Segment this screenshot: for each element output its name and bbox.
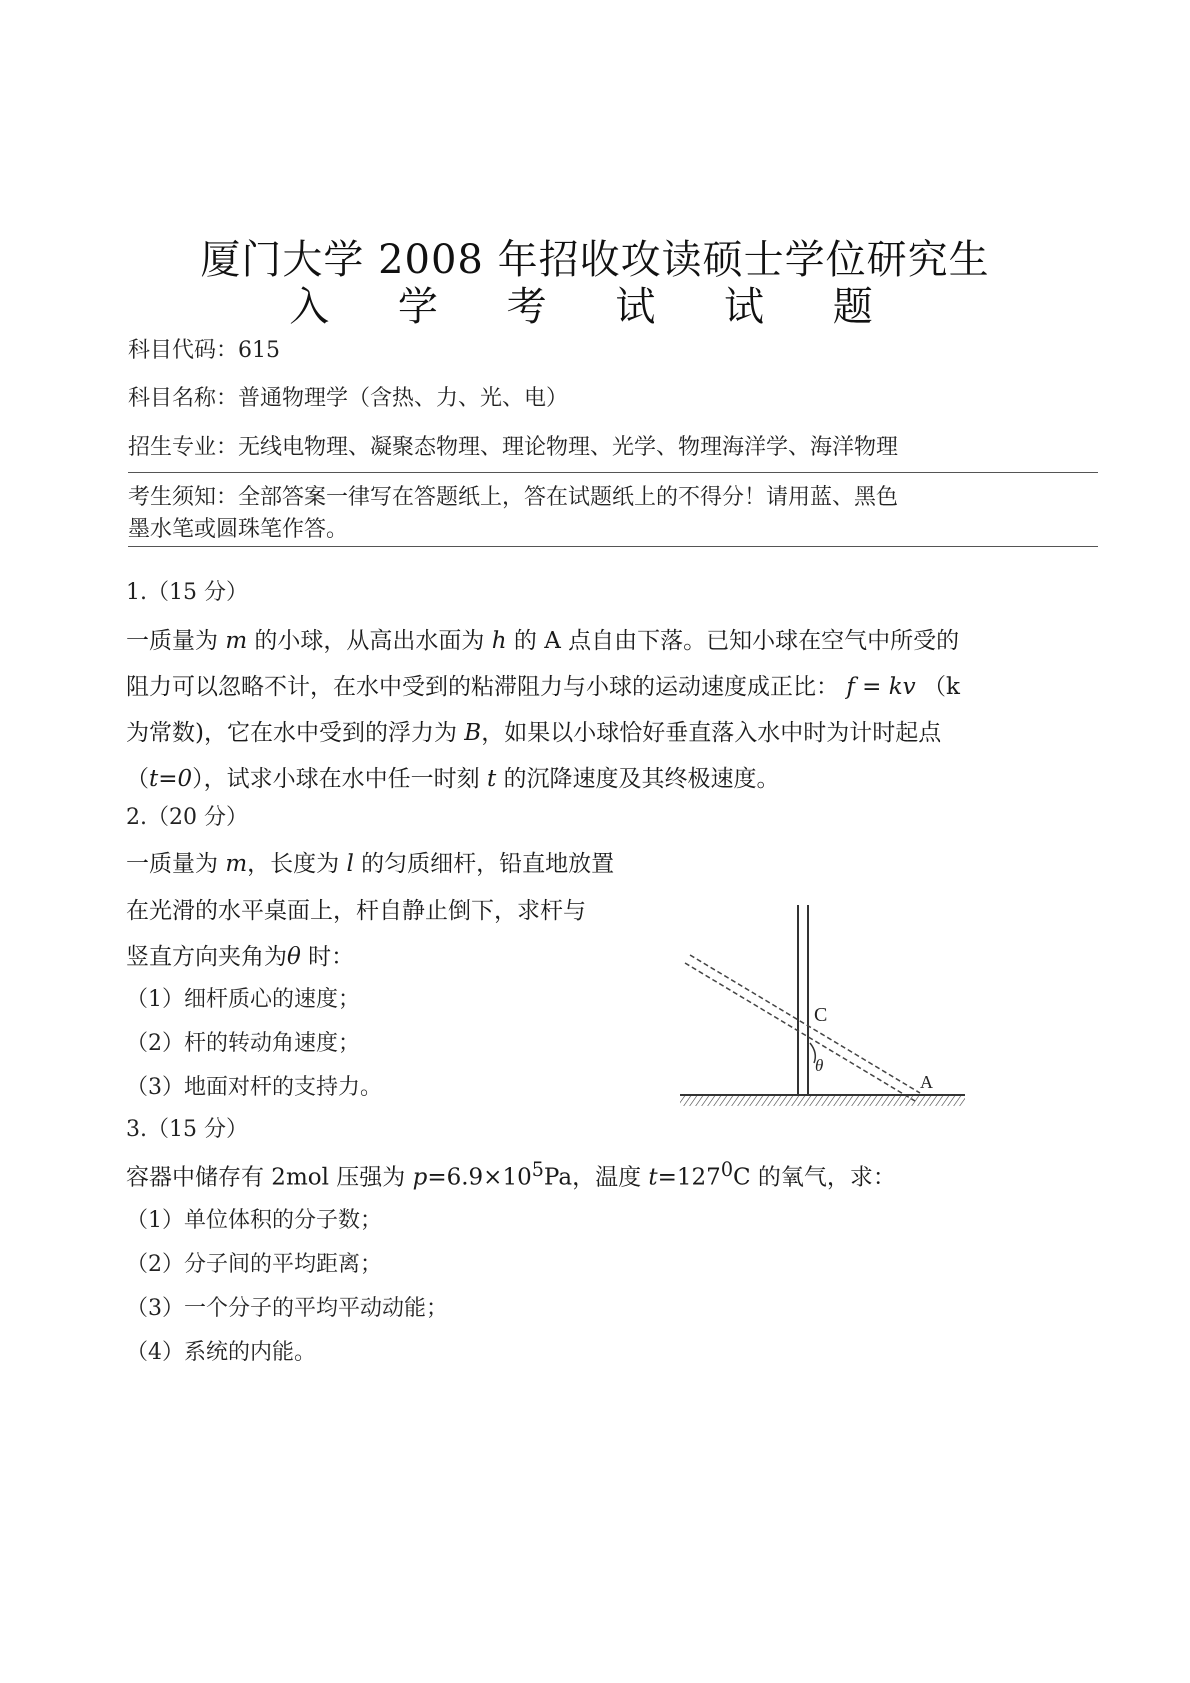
q2-heading: 2.（20 分） (126, 805, 248, 830)
vertical-rod (798, 905, 808, 1095)
q3-line-1: 容器中储存有 2mol 压强为 $p=6.9\times 10^5Pa$，温度 $t=127^0C$ 的氧气，求： (126, 1158, 896, 1191)
q3-heading: 3.（15 分） (126, 1117, 248, 1142)
exam-subtitle: 入 学 考 试 试 题 (289, 284, 901, 330)
ground-hatching (680, 1096, 965, 1106)
label-a: A (920, 1072, 933, 1092)
subject-name: 科目名称：普通物理学（含热、力、光、电） (128, 386, 569, 411)
q1-line-2: 阻力可以忽略不计，在水中受到的粘滞阻力与小球的运动速度成正比： f = kv （k (126, 674, 960, 700)
q2-subq-2: （2）杆的转动角速度； (126, 1031, 360, 1056)
exam-title: 厦门大学 2008 年招收攻读硕士学位研究生 (200, 237, 990, 283)
notice-line-1: 考生须知：全部答案一律写在答题纸上，答在试题纸上的不得分！请用蓝、黑色 (128, 485, 899, 510)
divider-bottom (128, 546, 1098, 547)
label-theta: θ (815, 1056, 824, 1075)
tilted-rod (685, 955, 920, 1101)
subject-code: 科目代码：615 (128, 338, 280, 363)
q3-subq-1: （1）单位体积的分子数； (126, 1208, 382, 1233)
q1-line-4: （t=0），试求小球在水中任一时刻 t 的沉降速度及其终极速度。 (126, 766, 780, 792)
q1-line-3: 为常数)，它在水中受到的浮力为 B，如果以小球恰好垂直落入水中时为计时起点 (126, 720, 942, 746)
q3-subq-4: （4）系统的内能。 (126, 1340, 316, 1365)
falling-rod-figure (680, 905, 1020, 1125)
q3-subq-2: （2）分子间的平均距离； (126, 1252, 382, 1277)
label-c: C (814, 1004, 828, 1026)
divider-top (128, 472, 1098, 473)
q2-line-1: 一质量为 m，长度为 l 的匀质细杆，铅直地放置 (126, 851, 615, 877)
q1-line-1: 一质量为 m 的小球，从高出水面为 h 的 A 点自由下落。已知小球在空气中所受的 (126, 628, 960, 654)
notice-line-2: 墨水笔或圆珠笔作答。 (128, 517, 349, 542)
majors: 招生专业：无线电物理、凝聚态物理、理论物理、光学、物理海洋学、海洋物理 (128, 435, 899, 460)
q3-subq-3: （3）一个分子的平均平动动能； (126, 1296, 448, 1321)
q2-line-3: 竖直方向夹角为θ 时： (126, 944, 355, 970)
q2-subq-3: （3）地面对杆的支持力。 (126, 1075, 382, 1100)
q2-subq-1: （1）细杆质心的速度； (126, 987, 360, 1012)
q2-line-2: 在光滑的水平桌面上，杆自静止倒下，求杆与 (126, 898, 586, 924)
q1-heading: 1.（15 分） (126, 580, 248, 605)
